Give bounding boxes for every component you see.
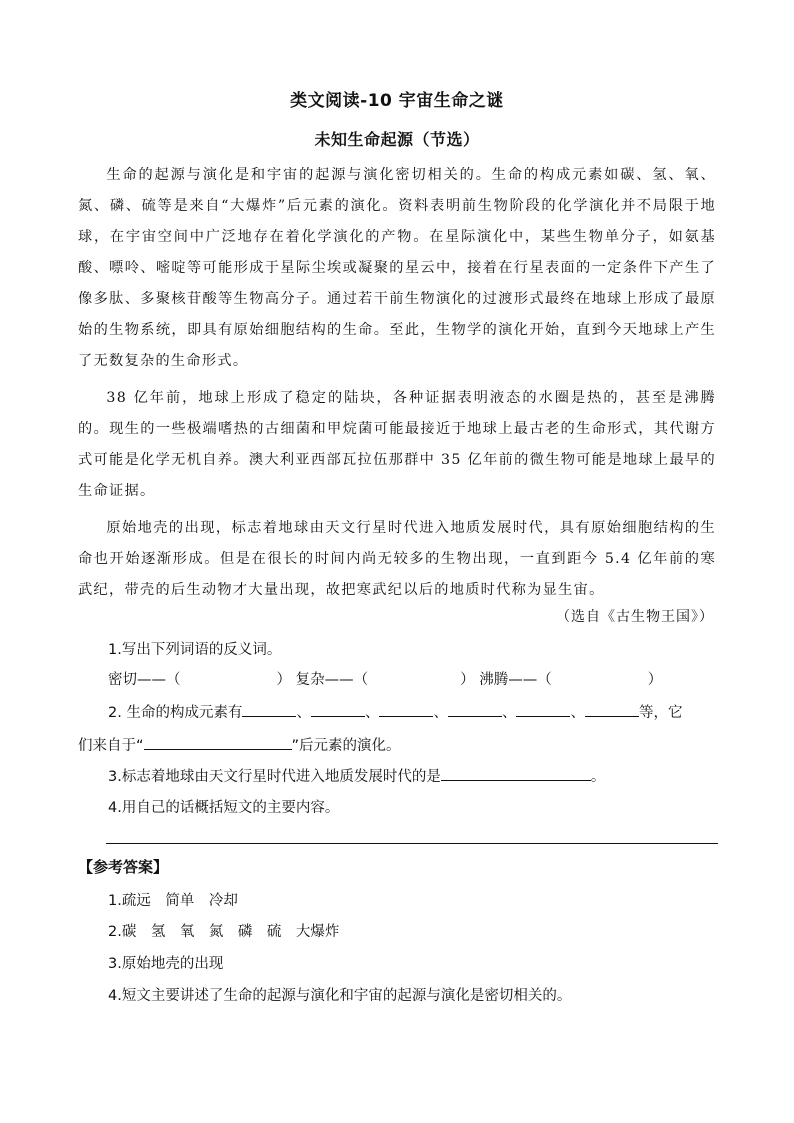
antonym-prompt-2: ） 复杂——（ [276, 672, 369, 688]
question-1-antonyms [108, 668, 662, 689]
antonym-prompt-3: ） 沸腾——（ [460, 672, 552, 688]
question-2 [108, 701, 682, 722]
reading-passage [78, 160, 716, 612]
passage-title: 未知生命起源（节选） [314, 130, 480, 149]
answer-2: 2.碳 氢 氧 氮 磷 硫 大爆炸 [108, 924, 340, 940]
passage-source: （选自《古生物王国》） [556, 609, 714, 625]
antonym-prompt-1: 密切——（ [108, 672, 181, 688]
answer-blank[interactable] [242, 702, 296, 717]
answer-line[interactable] [106, 843, 718, 844]
question-2-text-end: 等，它 [638, 705, 683, 721]
question-2-text: 2. 生命的构成元素有 [108, 705, 243, 721]
answer-3: 3.原始地壳的出现 [108, 956, 224, 972]
worksheet-title: 类文阅读-10 宇宙生命之谜 [290, 91, 504, 111]
answer-blank[interactable] [516, 702, 570, 717]
passage-paragraph-1: 生命的起源与演化是和宇宙的起源与演化密切相关的。生命的构成元素如碳、氢、氧、氮、磷、硫等是来自“大爆炸”后元素的演化。资料表明前生物阶段的化学演化并不局限于地球，在宇宙空间中广泛地存在着化学演化的产物。在星际演化中，某些生物单分子，如氨基酸、嘌呤、嘧啶等可能形成于星际尘埃或凝聚的星云中，接着在行星表面的一定条件下产生了像多肽、多聚核苷酸等生物高分子。通过若干前生物演化的过渡形式最终在地球上形成了最原始的生物系统，即具有原始细胞结构的生命。至此，生物学的演化开始，直到今天地球上产生了无数复杂的生命形式。 [78, 167, 716, 369]
answer-key-heading: 【参考答案】 [78, 858, 169, 876]
separator: 、 [570, 705, 585, 721]
question-2-continued [78, 734, 401, 755]
separator: 、 [433, 705, 448, 721]
question-2-line2-end: ”后元素的演化。 [291, 738, 401, 754]
separator: 、 [296, 705, 311, 721]
separator: 、 [501, 705, 517, 721]
answer-blank[interactable] [448, 702, 502, 717]
answer-blank[interactable] [144, 735, 292, 750]
answer-4: 4.短文主要讲述了生命的起源与演化和宇宙的起源与演化是密切相关的。 [108, 988, 572, 1004]
separator: 、 [364, 705, 380, 721]
question-1: 1.写出下列词语的反义词。 [108, 642, 282, 658]
question-4: 4.用自己的话概括短文的主要内容。 [108, 800, 340, 816]
passage-paragraph-3: 原始地壳的出现，标志着地球由天文行星时代进入地质发展时代，具有原始细胞结构的生命也开始逐渐形成。但是在很长的时间内尚无较多的生物出现，一直到距今 5.4 亿年前的寒武纪，带壳的后生动物才大量出现，故把寒武纪以后的地质时代称为显生宙。 [78, 520, 716, 598]
antonym-prompt-end: ） [647, 672, 663, 688]
question-3 [108, 765, 605, 786]
answer-blank[interactable] [379, 702, 433, 717]
question-2-line2-text: 们来自于“ [78, 738, 144, 754]
answer-blank[interactable] [311, 702, 365, 717]
answer-blank[interactable] [441, 766, 591, 781]
answer-blank[interactable] [585, 702, 639, 717]
question-3-text: 3.标志着地球由天文行星时代进入地质发展时代的是 [108, 769, 441, 785]
passage-paragraph-2: 38 亿年前，地球上形成了稳定的陆块，各种证据表明液态的水圈是热的，甚至是沸腾的。现生的一些极端嗜热的古细菌和甲烷菌可能最接近于地球上最古老的生命形式，其代谢方式可能是化学无机自养。澳大利亚西部瓦拉伍那群中 35 亿年前的微生物可能是地球上最早的生命证据。 [78, 390, 716, 499]
question-3-end: 。 [590, 769, 606, 785]
answer-1: 1.疏远 简单 冷却 [108, 893, 238, 909]
